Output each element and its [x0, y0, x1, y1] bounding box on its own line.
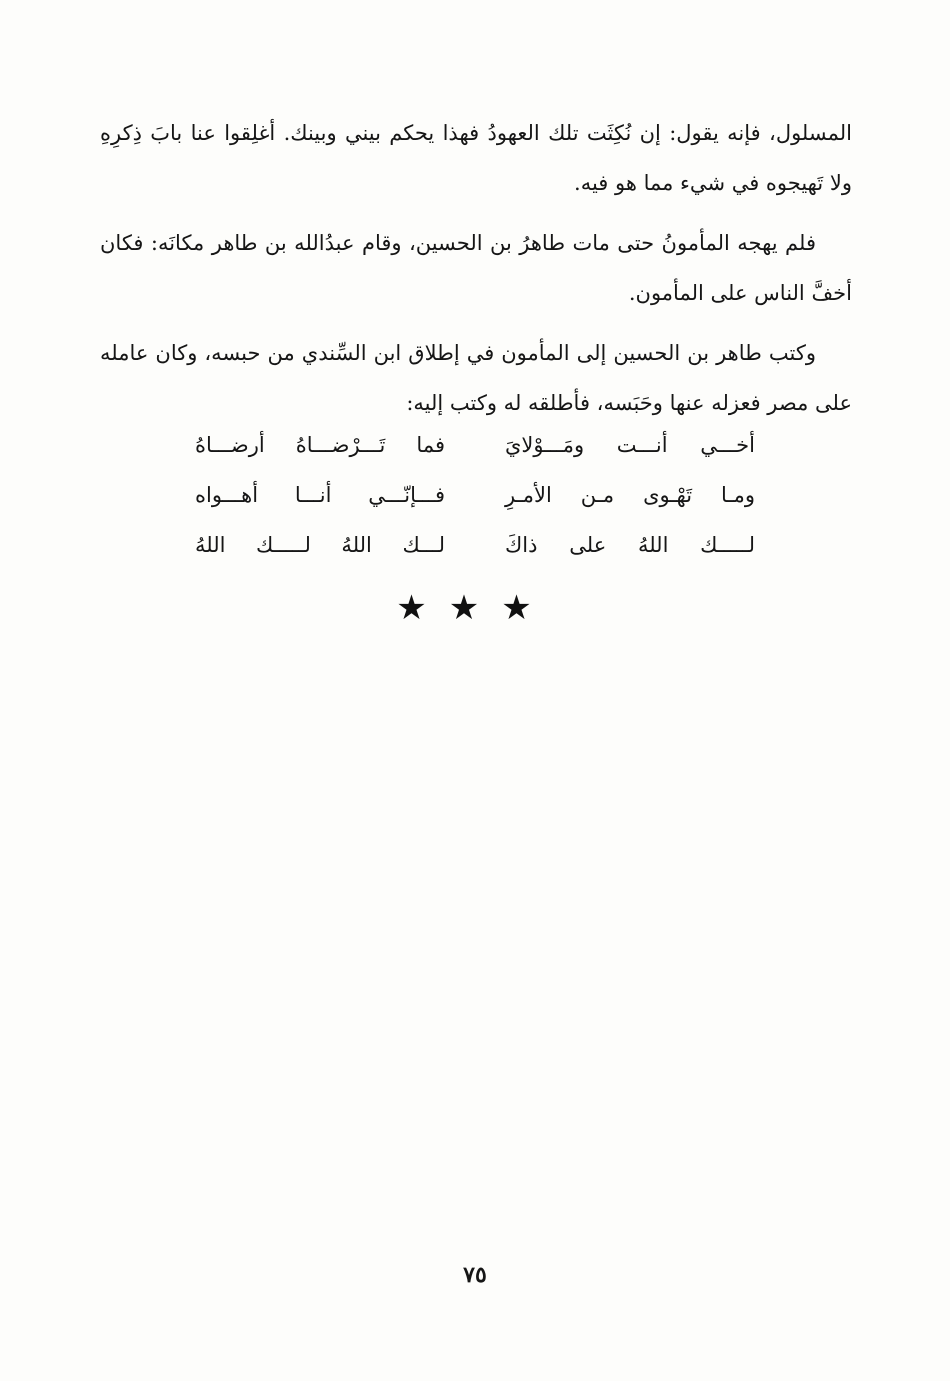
poem-verse-1-second-hemistich: فما تَـــرْضـــاهُ أرضـــاهُ — [195, 433, 445, 457]
poem-verse-2 — [195, 470, 755, 520]
poem — [195, 420, 755, 570]
section-separator-stars: ★★★ — [396, 588, 554, 628]
poem-verse-3 — [195, 520, 755, 570]
poem-verse-3-first-hemistich: لـــــك اللهُ على ذاكَ — [505, 533, 755, 557]
poem-verse-1 — [195, 420, 755, 470]
poem-verse-2-second-hemistich: فـــإنّـــي أنـــا أهـــواه — [195, 483, 445, 507]
paragraph-mamun: فلم يهجه المأمونُ حتى مات طاهرُ بن الحسين، وقام عبدُالله بن طاهر مكانَه: فكان أخفَّ الناس على المأمون. — [100, 231, 852, 305]
paragraph-letter: وكتب طاهر بن الحسين إلى المأمون في إطلاق ابن السِّندي من حبسه، وكان عامله على مصر فعزله عنها وحَبَسه، فأطلقه له وكتب إليه: — [100, 341, 852, 415]
poem-verse-2-first-hemistich: ومـا تَهْـوى مـن الأمـرِ — [505, 483, 755, 507]
paragraph-continuation: المسلول، فإنه يقول: إن نُكِثَت تلك العهودُ فهذا يحكم بيني وبينك. أغلِقوا عنا بابَ ذِكرِهِ ولا تَهيجوه في شيء مما هو فيه. — [100, 121, 852, 195]
page-number: ٧٥ — [463, 1262, 487, 1288]
poem-verse-1-first-hemistich: أخـــي أنـــت ومَـــوْلايَ — [505, 433, 755, 457]
poem-verse-3-second-hemistich: لـــك اللهُ لـــــك اللهُ — [195, 533, 445, 557]
